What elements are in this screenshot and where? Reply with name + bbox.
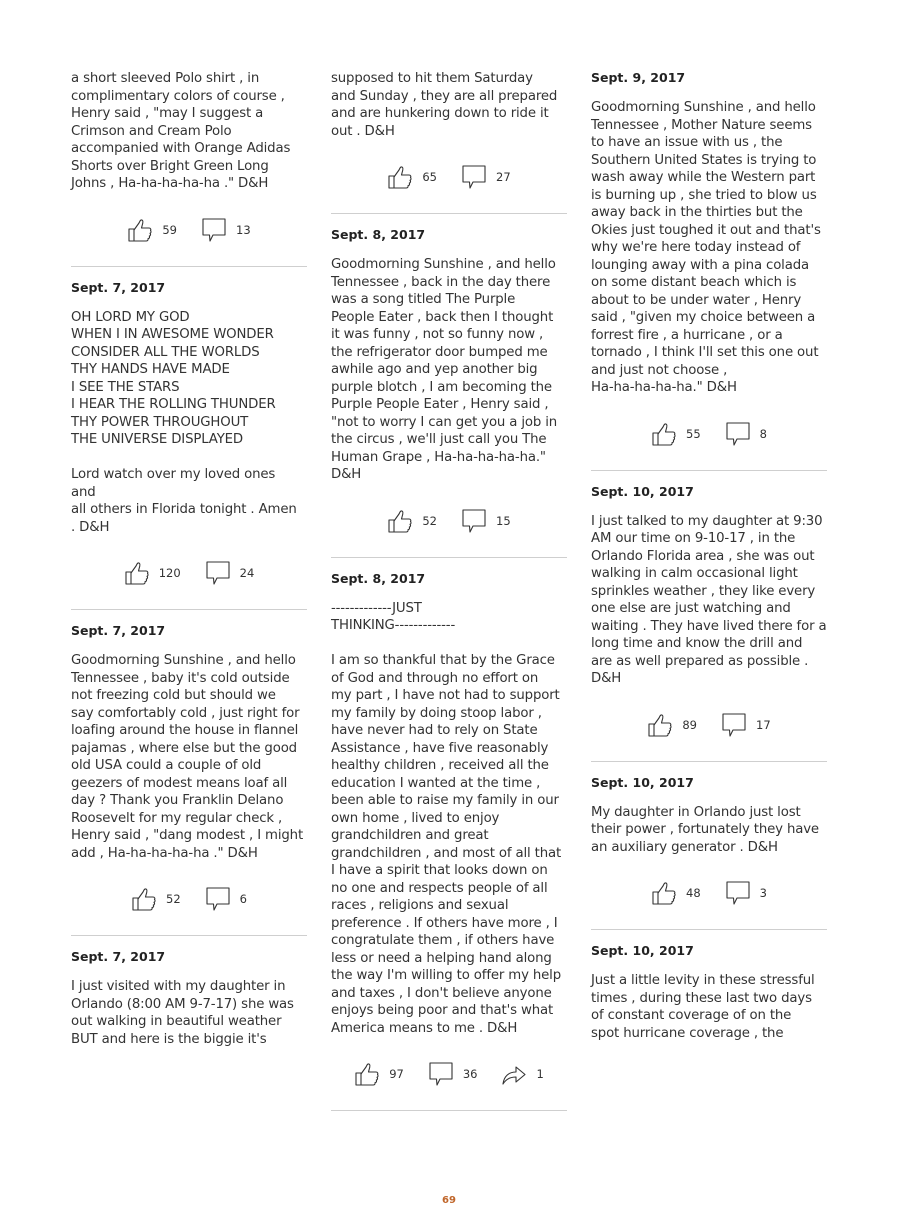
like-stat[interactable] xyxy=(651,421,701,447)
post-stats xyxy=(71,558,307,588)
post-stats xyxy=(71,884,307,914)
post-divider xyxy=(591,470,827,471)
comment-count: 17 xyxy=(756,717,771,732)
post-stats xyxy=(591,878,827,908)
post-body: Just a little levity in these stressful times , during these last two days of constant coverage of on the spot hurricane coverage , the xyxy=(591,973,815,1041)
post-date: Sept. 10, 2017 xyxy=(591,483,694,499)
share-icon[interactable] xyxy=(501,1061,527,1087)
post xyxy=(591,943,827,1042)
post-date: Sept. 7, 2017 xyxy=(71,623,166,638)
post-divider xyxy=(591,929,827,930)
post-date: Sept. 10, 2017 xyxy=(591,943,694,958)
post xyxy=(591,484,827,762)
post-stats xyxy=(331,506,567,536)
comment-icon[interactable] xyxy=(205,886,231,912)
post-divider xyxy=(331,557,567,558)
like-icon[interactable] xyxy=(387,164,413,190)
comment-count: 15 xyxy=(496,513,511,528)
post-date: Sept. 10, 2017 xyxy=(591,774,694,790)
comment-stat[interactable] xyxy=(205,560,255,586)
post-stats xyxy=(591,419,827,449)
post-divider xyxy=(331,1110,567,1111)
like-icon[interactable] xyxy=(124,560,150,586)
post xyxy=(331,227,567,558)
post xyxy=(331,571,567,1112)
like-count: 65 xyxy=(422,170,437,184)
post-body: Goodmorning Sunshine , and hello Tennessee , baby it's cold outside not freezing cold but should we say comfortably cold , just right for loafing around the house in flannel pajamas , where else but the good old USA could a couple of old geezers of modest means loaf all day ? Thank you Franklin Delano Roosevelt for my regular check , Henry said , "dang modest , I might add , Ha-ha-ha-ha-ha ." D&H xyxy=(71,653,304,861)
post-date: Sept. 8, 2017 xyxy=(331,570,426,586)
comment-icon[interactable] xyxy=(201,217,227,243)
comment-count: 13 xyxy=(236,222,251,237)
post-date: Sept. 9, 2017 xyxy=(591,70,686,85)
comment-count: 24 xyxy=(239,566,255,580)
post xyxy=(591,775,827,931)
like-stat[interactable] xyxy=(387,164,437,190)
column-2 xyxy=(331,70,567,1124)
post-divider xyxy=(71,935,307,936)
like-stat[interactable] xyxy=(127,217,177,243)
like-icon[interactable] xyxy=(127,217,153,243)
comment-stat[interactable] xyxy=(428,1061,478,1087)
comment-count: 8 xyxy=(759,426,767,441)
like-icon[interactable] xyxy=(131,886,157,912)
comment-icon[interactable] xyxy=(461,508,487,534)
post-body: -------------JUST THINKING------------- I am so thankful that by the Grace of God and through no effort on my part , I have not had to support my family by doing stoop labor , have never had to rely on State Assistance , have five reasonably healthy children , received all the education I wanted at the time , been able to raise my family in our own home , lived to enjoy grandchildren and great grandchildren , and most of all that I have a spirit that looks down on no one and respects people of all races , religions and sexual preference . If others have more , I congratulate them , if others have less or need a helping hand along the way I'm willing to offer my help and taxes , I don't believe anyone enjoys being poor and that's what America means to me . D&H xyxy=(331,600,562,1036)
post-body: supposed to hit them Saturday and Sunday , they are all prepared and are hunkering down to ride it out . D&H xyxy=(331,71,558,139)
comment-count: 3 xyxy=(759,886,767,900)
comment-icon[interactable] xyxy=(721,712,747,738)
like-count: 55 xyxy=(686,426,701,441)
like-count: 59 xyxy=(162,222,177,237)
post xyxy=(331,70,567,214)
post xyxy=(71,949,307,1048)
like-icon[interactable] xyxy=(387,508,413,534)
share-count: 1 xyxy=(536,1067,544,1081)
post-stats xyxy=(71,215,307,245)
like-stat[interactable] xyxy=(131,886,181,912)
like-count: 52 xyxy=(422,513,437,528)
like-stat[interactable] xyxy=(647,712,697,738)
post-body: a short sleeved Polo shirt , in complimentary colors of course , Henry said , "may I suggest a Crimson and Cream Polo accompanied with Orange Adidas Shorts over Bright Green Long Johns , Ha-ha-ha-ha-ha ." D&H xyxy=(71,71,291,191)
post xyxy=(71,623,307,936)
like-icon[interactable] xyxy=(651,880,677,906)
post-date: Sept. 7, 2017 xyxy=(71,949,166,964)
comment-count: 27 xyxy=(496,170,511,184)
like-icon[interactable] xyxy=(354,1061,380,1087)
post-date: Sept. 8, 2017 xyxy=(331,227,426,242)
column-1 xyxy=(71,70,307,1048)
like-count: 52 xyxy=(166,892,181,906)
post-stats xyxy=(331,162,567,192)
comment-stat[interactable] xyxy=(201,217,251,243)
post xyxy=(71,70,307,267)
post-divider xyxy=(71,266,307,267)
post-divider xyxy=(331,213,567,214)
like-count: 89 xyxy=(682,717,697,732)
comment-icon[interactable] xyxy=(461,164,487,190)
post-date: Sept. 7, 2017 xyxy=(71,279,166,295)
page-number: 69 xyxy=(442,1195,456,1206)
like-count: 97 xyxy=(389,1067,404,1081)
like-stat[interactable] xyxy=(124,560,181,586)
column-3 xyxy=(591,70,827,1042)
comment-count: 6 xyxy=(239,892,247,906)
post xyxy=(591,70,827,471)
comment-stat[interactable] xyxy=(721,712,771,738)
like-count: 120 xyxy=(158,566,181,580)
post-body: My daughter in Orlando just lost their power , fortunately they have an auxiliary generator . D&H xyxy=(591,804,819,855)
post-body: OH LORD MY GOD WHEN I IN AWESOME WONDER CONSIDER ALL THE WORLDS THY HANDS HAVE MADE I SEE THE STARS I HEAR THE ROLLING THUNDER THY POWER THROUGHOUT THE UNIVERSE DISPLAYED Lord watch over my loved ones and all others in Florida tonight . Amen . D&H xyxy=(71,309,297,535)
like-icon[interactable] xyxy=(647,712,673,738)
comment-stat[interactable] xyxy=(461,164,511,190)
comment-icon[interactable] xyxy=(205,560,231,586)
share-stat[interactable] xyxy=(501,1061,543,1087)
comment-stat[interactable] xyxy=(725,880,767,906)
post-body: Goodmorning Sunshine , and hello Tennessee , back in the day there was a song titled The Purple People Eater , back then I thought it was funny , not so funny now , the refrigerator door bumped me awhile ago and yep another big purple blotch , I am becoming the Purple People Eater , Henry said , "not to worry I can get you a job in the circus , we'll just call you The Human Grape , Ha-ha-ha-ha-ha." D&H xyxy=(331,257,558,482)
like-count: 48 xyxy=(686,886,701,900)
comment-stat[interactable] xyxy=(725,421,767,447)
comment-stat[interactable] xyxy=(205,886,247,912)
like-stat[interactable] xyxy=(354,1061,404,1087)
like-stat[interactable] xyxy=(387,508,437,534)
post-divider xyxy=(591,761,827,762)
like-icon[interactable] xyxy=(651,421,677,447)
post-stats xyxy=(591,710,827,740)
comment-stat[interactable] xyxy=(461,508,511,534)
post xyxy=(71,280,307,611)
comment-icon[interactable] xyxy=(725,421,751,447)
post-body: Goodmorning Sunshine , and hello Tennessee , Mother Nature seems to have an issue with us , the Southern United States is trying to wash away while the Western part is burning up , she tried to blow us away back in the thirties but the Okies just toughed it out and that's why we're here today instead of lounging away with a pina colada on some distant beach which is about to be under water , Henry said , "given my choice between a forrest fire , a hurricane , or a tornado , I think I'll set this one out and just not choose , Ha-ha-ha-ha-ha." D&H xyxy=(591,100,821,395)
post-body: I just talked to my daughter at 9:30 AM our time on 9-10-17 , in the Orlando Florida area , she was out walking in calm occasional light sprinkles weather , they like every one else are just watching and waiting . They have lived there for a long time and know the drill and are as well prepared as possible . D&H xyxy=(591,513,827,686)
comment-count: 36 xyxy=(462,1067,478,1081)
comment-icon[interactable] xyxy=(428,1061,454,1087)
post-body: I just visited with my daughter in Orlando (8:00 AM 9-7-17) she was out walking in beautiful weather BUT and here is the biggie it's xyxy=(71,979,294,1047)
post-stats xyxy=(331,1059,567,1089)
like-stat[interactable] xyxy=(651,880,701,906)
comment-icon[interactable] xyxy=(725,880,751,906)
post-divider xyxy=(71,609,307,610)
